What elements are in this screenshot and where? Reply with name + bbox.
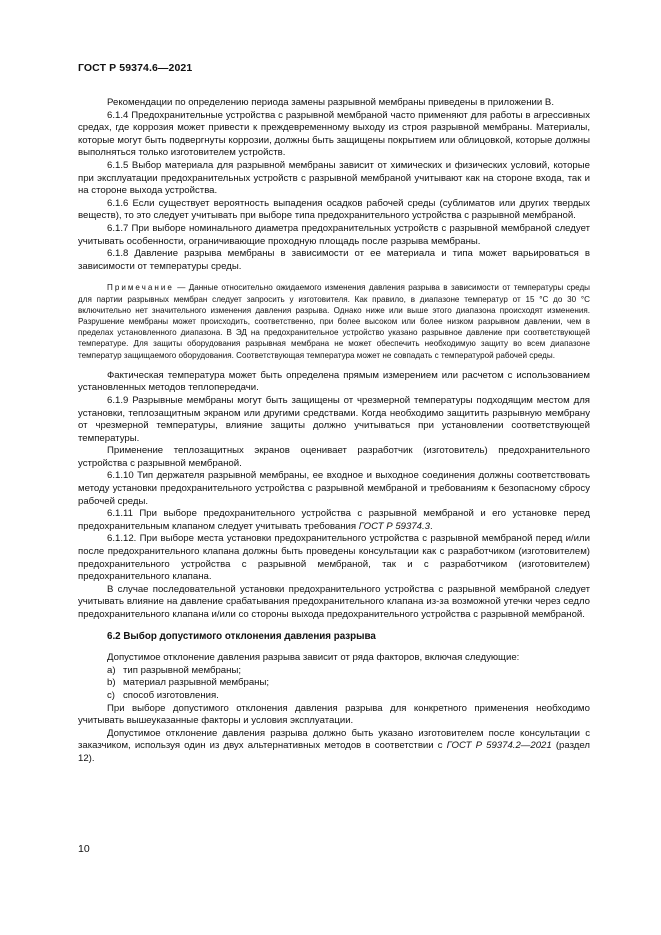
list-marker: a) (107, 664, 116, 676)
factor-list (78, 665, 590, 703)
paragraph: 6.1.8 Давление разрыва мембраны в зависимости от ее материала и типа может варьироваться в зависимости от температуры среды. (78, 248, 590, 272)
paragraph: Допустимое отклонение давления разрыва зависит от ряда факторов, включая следующие: (107, 652, 520, 664)
paragraph: 6.1.9 Разрывные мембраны могут быть защищены от чрезмерной температуры подходящим местом для установки, теплозащитным экраном или другими средствами. Когда необходимо защитить разрывную мембрану от чрезмерной температуры, влияние защиты должно учитываться при установлении соответствующей температуры. (78, 394, 590, 444)
list-item-text: тип разрывной мембраны; (123, 664, 242, 676)
note-paragraph (78, 282, 590, 360)
list-marker: c) (107, 689, 115, 701)
page-number: 10 (78, 843, 90, 855)
list-item-text: способ изготовления. (123, 689, 219, 701)
paragraph-text: Допустимое отклонение давления разрыва должно быть указано изготовителем после консультации с заказчиком, используя один из двух альтернативных методов в соответствии с (78, 727, 590, 752)
paragraph: При выборе допустимого отклонения давления разрыва для конкретного применения необходимо учитывать вышеуказанные факторы и условия эксплуатации. (78, 702, 590, 727)
paragraph (78, 508, 590, 533)
paragraph: Рекомендации по определению периода замены разрывной мембраны приведены в приложении В. (107, 97, 554, 108)
document-header: ГОСТ Р 59374.6—2021 (78, 62, 193, 74)
paragraph: 6.1.4 Предохранительные устройства с разрывной мембраной часто применяют для работы в агрессивных средах, где коррозия может привести к преждевременному выходу из строя разрывной мембраны. Материалы, которые могут быть подвергнуты коррозии, должны быть защищены покрытием или облицовкой, которые должны выполняться только изготовителем устройств. (78, 109, 590, 159)
paragraph: Применение теплозащитных экранов оценивает разработчик (изготовитель) предохранительного устройства с разрывной мембраной. (78, 445, 590, 469)
paragraph: В случае последовательной установки предохранительного устройства с разрывной мембраной следует учитывать влияние на давление срабатывания предохранительного клапана из-за возможной утечки через седло предохранительного клапана и/или со стороны выхода предохранительного устройства с разрывной мембраной. (78, 583, 590, 621)
paragraph-text: (раздел 12). (78, 740, 590, 764)
paragraph: 6.1.10 Тип держателя разрывной мембраны, ее входное и выходное соединения должны соответствовать методу установки предохранительного устройства с разрывной мембраной и требованиям к безопасному сбросу рабочей среды. (78, 470, 590, 507)
paragraph: 6.1.6 Если существует вероятность выпадения осадков рабочей среды (сублиматов или других твердых веществ), то это следует учитывать при выборе типа предохранительного устройства с разрывной мембраной. (78, 197, 590, 222)
page-body (78, 97, 590, 766)
paragraph-text: 6.1.11 При выборе предохранительного устройства с разрывной мембраной и его установке перед предохранительным клапаном следует учитывать требования (78, 508, 590, 532)
list-item (107, 677, 590, 690)
paragraph-text: . (430, 520, 433, 532)
note-text: — Данные относительно ожидаемого изменения давления разрыва в зависимости от температуры среды для партии разрывных мембран следует запросить у изготовителя. Как правило, в диапазоне температур от 15 °С до 30 °С включительно нет значительного изменения давления разрыва. Однако ниже или выше этого диапазона происходят изменения. Разрушение мембраны может происходить, соответственно, при более высоком или более низком разрывном давлении, чем в пределах установленного диапазона. В ЭД на предохранительное устройство указано разрывное давление при соответствующей температуре. Для защиты оборудования разрывная мембрана не может обеспечить необходимую защиту во всем диапазоне температур защищаемого оборудования. Соответствующая температура может не совпадать с температурой рабочей среды. (78, 283, 590, 360)
list-item (107, 665, 590, 678)
standard-reference: ГОСТ Р 59374.3 (358, 520, 431, 532)
paragraph: 6.1.7 При выборе номинального диаметра предохранительных устройств с разрывной мембраной следует учитывать особенности, ограничивающие проходную площадь после разрыва мембраны. (78, 222, 590, 247)
list-marker: b) (107, 677, 116, 689)
list-item-text: материал разрывной мембраны; (123, 677, 270, 689)
note-label: Примечание (107, 283, 174, 293)
paragraph: 6.1.12. При выборе места установки предохранительного устройства с разрывной мембраной перед и/или после предохранительного клапана должны быть проведены консультации как с разработчиком (изготовителем) предохранительного устройства с разрывной мембраной, так и с разработчиком (изготовителем) предохранительного клапана. (78, 533, 590, 583)
list-item (107, 690, 590, 703)
paragraph: Фактическая температура может быть определена прямым измерением или расчетом с использованием установленных методов теплопередачи. (78, 369, 590, 394)
standard-reference: ГОСТ Р 59374.2—2021 (446, 740, 552, 752)
paragraph (78, 728, 590, 766)
section-heading: 6.2 Выбор допустимого отклонения давления разрыва (107, 630, 376, 642)
paragraph: 6.1.5 Выбор материала для разрывной мембраны зависит от химических и физических условий, которые при эксплуатации предохранительных устройств с разрывной мембраной учитывают как на стороне входа, так и на стороне выхода устройства. (78, 159, 590, 197)
